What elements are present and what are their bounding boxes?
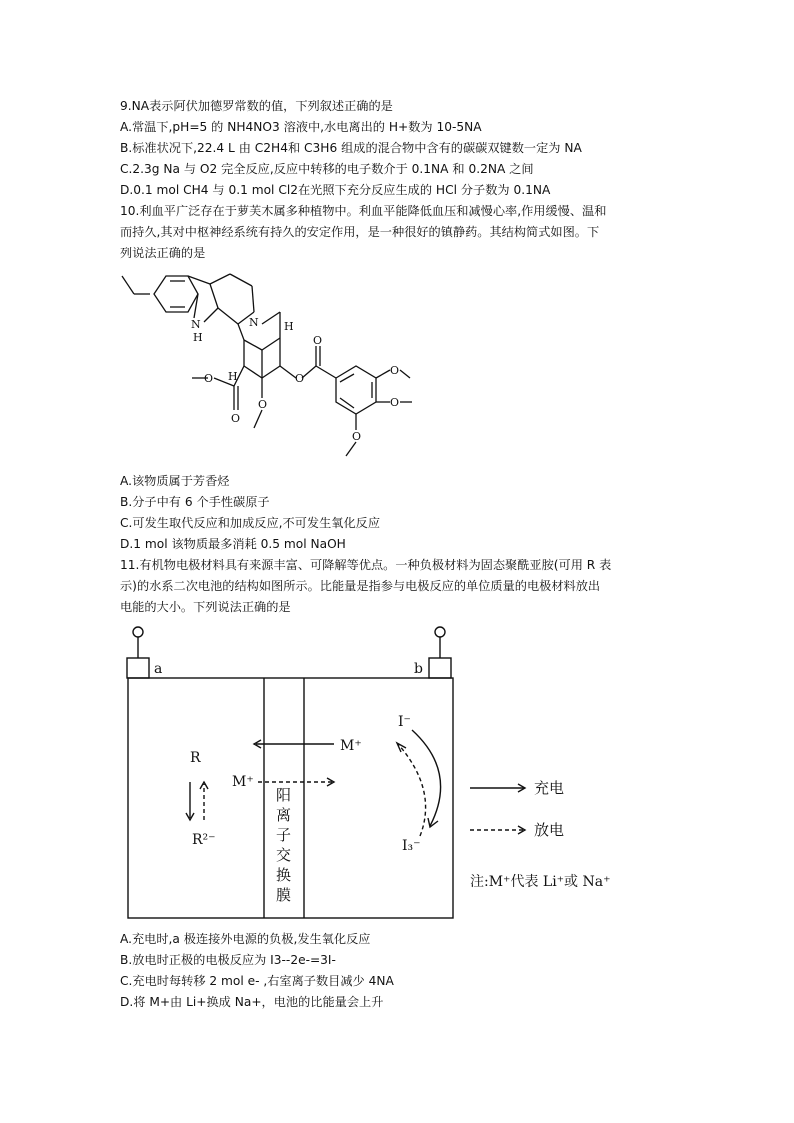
q10-option-b: B.分子中有 6 个手性碳原子 — [120, 495, 270, 509]
svg-text:O: O — [204, 372, 214, 385]
svg-text:O: O — [295, 372, 305, 385]
legend-discharge: 放电 — [534, 821, 565, 839]
electrode-a-label: a — [154, 661, 163, 677]
battery-diagram — [118, 622, 638, 924]
svg-text:O: O — [390, 396, 400, 409]
q11-option-c: C.充电时每转移 2 mol e- ,右室离子数目减少 4NA — [120, 974, 394, 988]
structure-h1: H — [284, 320, 294, 333]
q10-stem-line1: 10.利血平广泛存在于萝芙木属多种植物中。利血平能降低血压和减慢心率,作用缓慢、温和 — [120, 204, 607, 218]
q11-stem-line3: 电能的大小。下列说法正确的是 — [120, 600, 291, 614]
q10-stem-line2: 而持久,其对中枢神经系统有持久的安定作用，是一种很好的镇静药。其结构简式如图。下 — [120, 225, 600, 239]
membrane-char-1: 离 — [276, 806, 292, 824]
species-r2: R²⁻ — [192, 832, 216, 848]
membrane-char-0: 阳 — [276, 786, 292, 804]
ion-mid-label: M⁺ — [232, 774, 254, 790]
svg-text:N: N — [191, 318, 201, 331]
q9-option-c: C.2.3g Na 与 O2 完全反应,反应中转移的电子数介于 0.1NA 和 0.2NA 之间 — [120, 162, 534, 176]
ion-top-label: M⁺ — [340, 738, 362, 754]
q10-option-a: A.该物质属于芳香烃 — [120, 474, 230, 488]
terminal-a-icon — [133, 627, 143, 637]
reserpine-structure — [118, 268, 438, 464]
structure-n: N — [249, 316, 259, 329]
terminal-b-icon — [435, 627, 445, 637]
q11-option-d: D.将 M+由 Li+换成 Na+，电池的比能量会上升 — [120, 995, 384, 1009]
q10-stem-line3: 列说法正确的是 — [120, 246, 206, 260]
legend-charge: 充电 — [534, 779, 565, 797]
species-i-minus: I⁻ — [398, 714, 411, 730]
q10-option-c: C.可发生取代反应和加成反应,不可发生氧化反应 — [120, 516, 381, 530]
diagram-note: 注:M⁺代表 Li⁺或 Na⁺ — [470, 874, 611, 890]
species-r: R — [190, 750, 201, 766]
q9-stem: 9.NA表示阿伏加德罗常数的值，下列叙述正确的是 — [120, 99, 393, 113]
q9-option-a: A.常温下,pH=5 的 NH4NO3 溶液中,水电离出的 H+数为 10-5NA — [120, 120, 482, 134]
svg-text:O: O — [390, 364, 400, 377]
svg-text:O: O — [352, 430, 362, 443]
structure-h2: H — [228, 370, 238, 383]
membrane-char-2: 子 — [276, 826, 292, 844]
membrane-char-3: 交 — [276, 846, 292, 864]
q9-option-d: D.0.1 mol CH4 与 0.1 mol Cl2在光照下充分反应生成的 HCl 分子数为 0.1NA — [120, 183, 551, 197]
q11-option-b: B.放电时正极的电极反应为 I3--2e-=3I- — [120, 953, 336, 967]
svg-text:O: O — [313, 334, 323, 347]
membrane-char-4: 换 — [276, 866, 292, 884]
membrane-char-5: 膜 — [276, 886, 292, 904]
svg-text:O: O — [258, 398, 268, 411]
q9-option-b: B.标准状况下,22.4 L 由 C2H4和 C3H6 组成的混合物中含有的碳碳双键数一定为 NA — [120, 141, 582, 155]
q10-option-d: D.1 mol 该物质最多消耗 0.5 mol NaOH — [120, 537, 346, 551]
structure-h-nh: H — [193, 331, 203, 344]
electrode-b-label: b — [414, 661, 423, 677]
q11-stem-line2: 示)的水系二次电池的结构如图所示。比能量是指参与电极反应的单位质量的电极材料放出 — [120, 579, 601, 593]
species-i3: I₃⁻ — [402, 838, 421, 854]
q11-option-a: A.充电时,a 极连接外电源的负极,发生氧化反应 — [120, 932, 371, 946]
svg-text:O: O — [231, 412, 241, 425]
q11-stem-line1: 11.有机物电极材料具有来源丰富、可降解等优点。一种负极材料为固态聚酰亚胺(可用 R 表 — [120, 558, 612, 572]
